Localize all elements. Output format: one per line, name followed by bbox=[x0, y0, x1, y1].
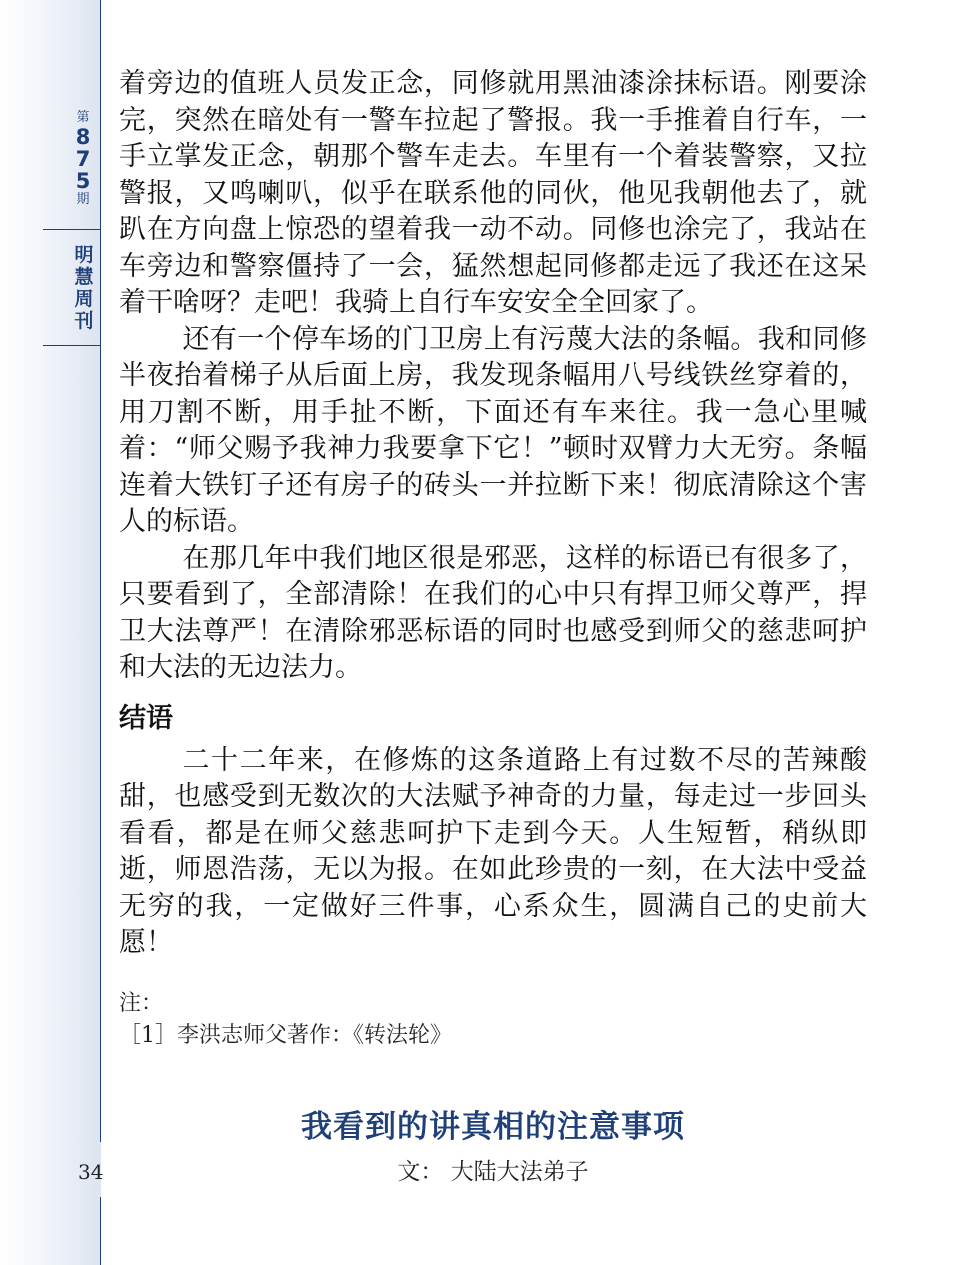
magazine-char: 周 bbox=[74, 288, 94, 310]
magazine-char: 慧 bbox=[74, 266, 94, 288]
notes-label: 注： bbox=[119, 991, 164, 1016]
issue-digit: 5 bbox=[75, 169, 91, 193]
sidebar-rule bbox=[100, 0, 101, 1142]
magazine-char: 明 bbox=[74, 244, 94, 266]
sidebar-rule-bottom bbox=[100, 1197, 101, 1265]
article-paragraph: 在那几年中我们地区很是邪恶，这样的标语已有很多了，只要看到了，全部清除！在我们的心中只有捍卫师父尊严，捍卫大法尊严！在清除邪恶标语的同时也感受到师父的慈悲呵护和大法的无边法力。 bbox=[119, 542, 867, 683]
issue-digit: 8 bbox=[75, 125, 91, 149]
article-paragraph: 着旁边的值班人员发正念，同修就用黑油漆涂抹标语。刚要涂完，突然在暗处有一警车拉起了警报。我一手推着自行车，一手立掌发正念，朝那个警车走去。车里有一个着装警察，又拉警报，又鸣喇叭，似乎在联系他的同伙，他见我朝他去了，就趴在方向盘上惊恐的望着我一动不动。同修也涂完了，我站在车旁边和警察僵持了一会，猛然想起同修都走远了我还在这呆着干啥呀？走吧！我骑上自行车安安全全回家了。 bbox=[119, 68, 867, 318]
conclusion-heading: 结语 bbox=[119, 702, 173, 734]
sidebar-divider bbox=[43, 229, 100, 230]
issue-prefix: 第 bbox=[76, 110, 90, 125]
next-article-title: 我看到的讲真相的注意事项 bbox=[301, 1109, 685, 1145]
issue-suffix: 期 bbox=[76, 192, 90, 207]
conclusion-paragraph: 二十二年来，在修炼的这条道路上有过数不尽的苦辣酸甜，也感受到无数次的大法赋予神奇的力量，每走过一步回头看看，都是在师父慈悲呵护下走到今天。人生短暂，稍纵即逝，师恩浩荡，无以为报。在如此珍贵的一刻，在大法中受益无穷的我，一定做好三件事，心系众生，圆满自己的史前大愿！ bbox=[119, 744, 867, 958]
magazine-char: 刊 bbox=[74, 310, 94, 332]
article-body bbox=[119, 66, 867, 962]
sidebar-divider bbox=[43, 345, 100, 346]
page-number: 34 bbox=[78, 1160, 104, 1184]
issue-digit: 7 bbox=[75, 147, 91, 171]
footnotes bbox=[119, 988, 867, 1052]
footnote-item: ［1］李洪志师父著作：《转法轮》 bbox=[119, 1023, 452, 1048]
issue-number bbox=[66, 110, 100, 208]
article-paragraph: 还有一个停车场的门卫房上有污蔑大法的条幅。我和同修半夜抬着梯子从后面上房，我发现条幅用八号线铁丝穿着的，用刀割不断，用手扯不断，下面还有车来往。我一急心里喊着：“师父赐予我神力我要拿下它！”顿时双臂力大无穷。条幅连着大铁钉子还有房子的砖头一并拉断下来！彻底清除这个害人的标语。 bbox=[119, 323, 867, 537]
next-article-byline: 文： 大陆大法弟子 bbox=[397, 1159, 589, 1185]
magazine-name bbox=[66, 244, 102, 332]
